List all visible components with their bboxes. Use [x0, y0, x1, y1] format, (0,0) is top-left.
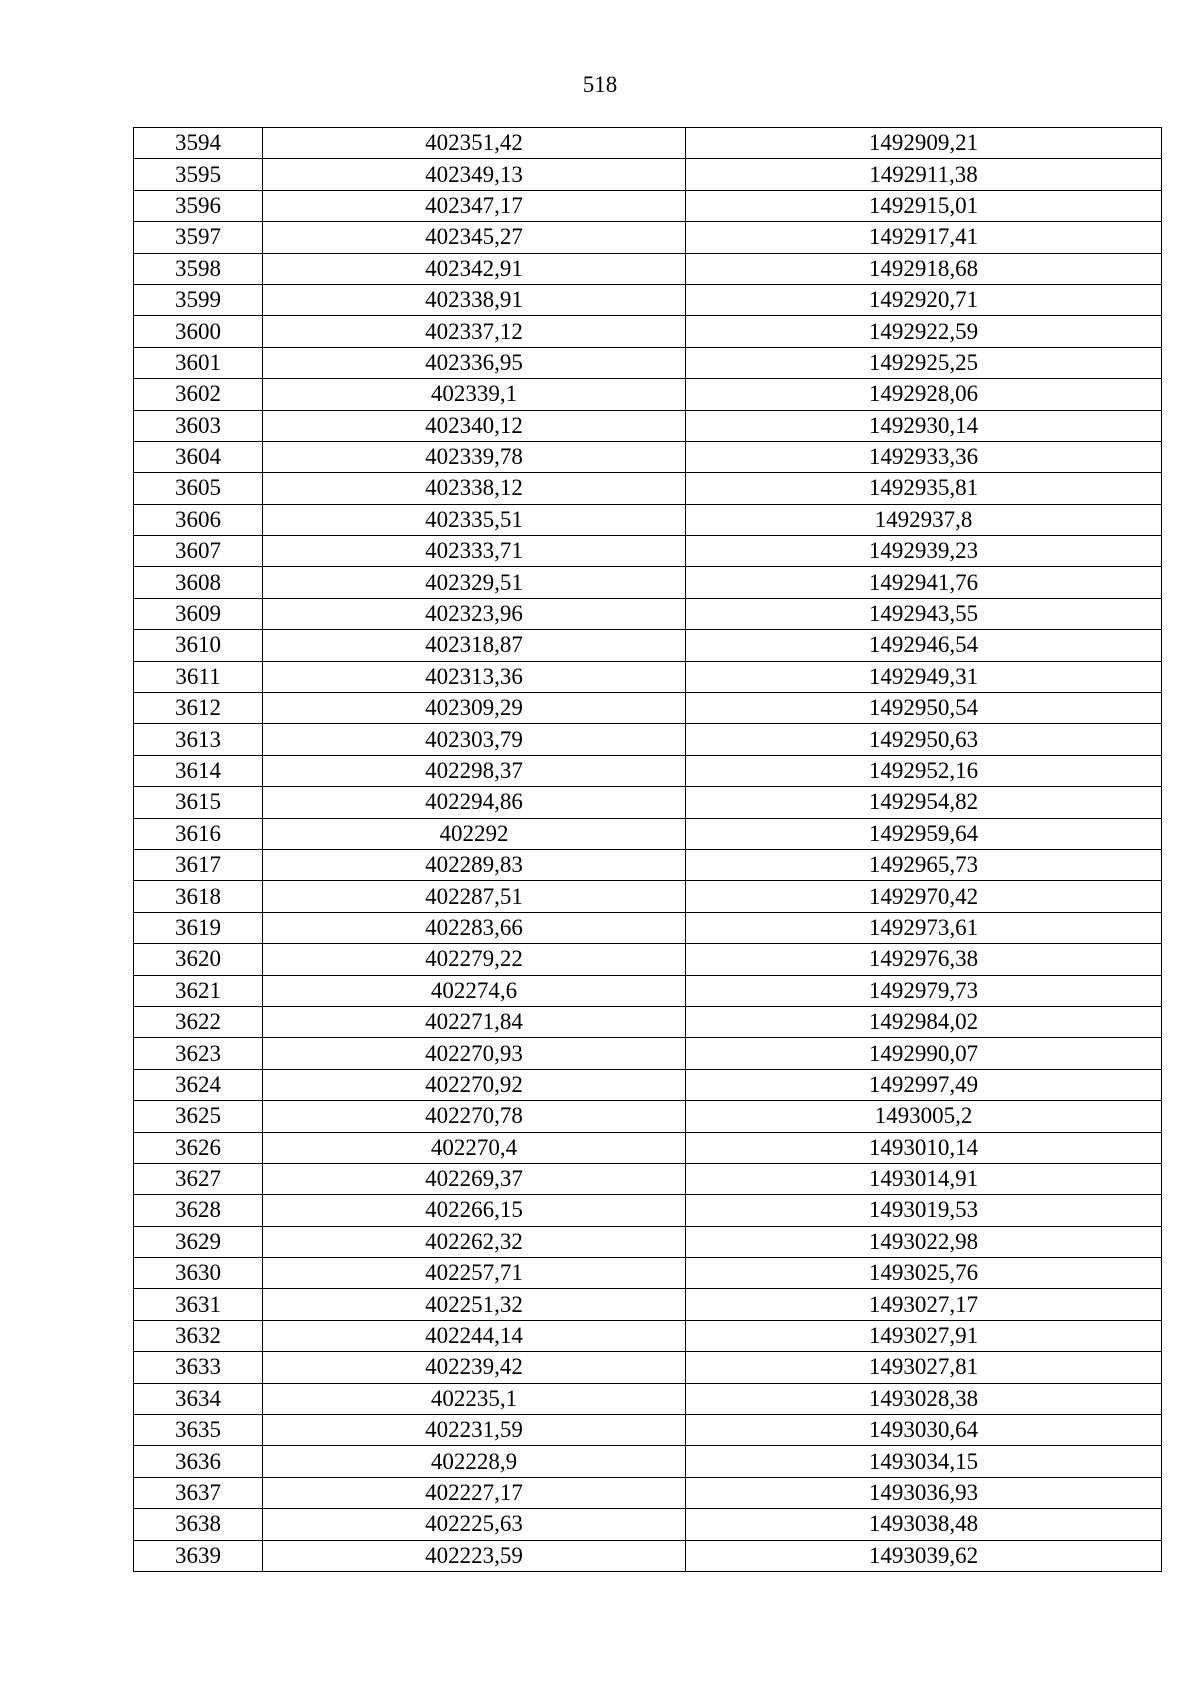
y-coordinate-cell: 1492925,25 [686, 347, 1162, 378]
table-row [134, 347, 1162, 378]
x-coordinate-cell: 402338,91 [263, 284, 686, 315]
y-coordinate-cell: 1492949,31 [686, 661, 1162, 692]
y-coordinate-cell: 1492952,16 [686, 755, 1162, 786]
y-coordinate-cell: 1492937,8 [686, 504, 1162, 535]
table-row [134, 1132, 1162, 1163]
point-number-cell: 3607 [134, 536, 263, 567]
y-coordinate-cell: 1492935,81 [686, 473, 1162, 504]
table-row [134, 630, 1162, 661]
y-coordinate-cell: 1492954,82 [686, 787, 1162, 818]
point-number-cell: 3632 [134, 1320, 263, 1351]
y-coordinate-cell: 1492928,06 [686, 379, 1162, 410]
table-row [134, 253, 1162, 284]
point-number-cell: 3612 [134, 693, 263, 724]
y-coordinate-cell: 1492946,54 [686, 630, 1162, 661]
point-number-cell: 3600 [134, 316, 263, 347]
table-row [134, 661, 1162, 692]
point-number-cell: 3626 [134, 1132, 263, 1163]
x-coordinate-cell: 402244,14 [263, 1320, 686, 1351]
x-coordinate-cell: 402339,78 [263, 441, 686, 472]
y-coordinate-cell: 1493036,93 [686, 1477, 1162, 1508]
x-coordinate-cell: 402270,78 [263, 1101, 686, 1132]
table-row [134, 1163, 1162, 1194]
point-number-cell: 3625 [134, 1101, 263, 1132]
point-number-cell: 3606 [134, 504, 263, 535]
y-coordinate-cell: 1492950,63 [686, 724, 1162, 755]
point-number-cell: 3609 [134, 598, 263, 629]
coordinates-table [133, 127, 1162, 1572]
x-coordinate-cell: 402266,15 [263, 1195, 686, 1226]
table-row [134, 379, 1162, 410]
y-coordinate-cell: 1492973,61 [686, 912, 1162, 943]
table-row [134, 128, 1162, 159]
point-number-cell: 3598 [134, 253, 263, 284]
table-row [134, 1477, 1162, 1508]
table-row [134, 1226, 1162, 1257]
point-number-cell: 3622 [134, 1006, 263, 1037]
table-row [134, 975, 1162, 1006]
point-number-cell: 3634 [134, 1383, 263, 1414]
x-coordinate-cell: 402342,91 [263, 253, 686, 284]
y-coordinate-cell: 1492943,55 [686, 598, 1162, 629]
y-coordinate-cell: 1493027,91 [686, 1320, 1162, 1351]
x-coordinate-cell: 402251,32 [263, 1289, 686, 1320]
point-number-cell: 3608 [134, 567, 263, 598]
x-coordinate-cell: 402298,37 [263, 755, 686, 786]
y-coordinate-cell: 1493039,62 [686, 1540, 1162, 1571]
y-coordinate-cell: 1493019,53 [686, 1195, 1162, 1226]
x-coordinate-cell: 402323,96 [263, 598, 686, 629]
x-coordinate-cell: 402313,36 [263, 661, 686, 692]
x-coordinate-cell: 402270,92 [263, 1069, 686, 1100]
point-number-cell: 3638 [134, 1509, 263, 1540]
y-coordinate-cell: 1492939,23 [686, 536, 1162, 567]
point-number-cell: 3623 [134, 1038, 263, 1069]
point-number-cell: 3610 [134, 630, 263, 661]
table-row [134, 316, 1162, 347]
point-number-cell: 3595 [134, 159, 263, 190]
x-coordinate-cell: 402270,93 [263, 1038, 686, 1069]
x-coordinate-cell: 402223,59 [263, 1540, 686, 1571]
y-coordinate-cell: 1493027,81 [686, 1352, 1162, 1383]
y-coordinate-cell: 1493010,14 [686, 1132, 1162, 1163]
y-coordinate-cell: 1492979,73 [686, 975, 1162, 1006]
y-coordinate-cell: 1492922,59 [686, 316, 1162, 347]
table-row [134, 1069, 1162, 1100]
point-number-cell: 3631 [134, 1289, 263, 1320]
table-row [134, 755, 1162, 786]
x-coordinate-cell: 402225,63 [263, 1509, 686, 1540]
point-number-cell: 3615 [134, 787, 263, 818]
x-coordinate-cell: 402339,1 [263, 379, 686, 410]
point-number-cell: 3639 [134, 1540, 263, 1571]
x-coordinate-cell: 402303,79 [263, 724, 686, 755]
table-row [134, 1509, 1162, 1540]
y-coordinate-cell: 1492970,42 [686, 881, 1162, 912]
point-number-cell: 3630 [134, 1258, 263, 1289]
y-coordinate-cell: 1493027,17 [686, 1289, 1162, 1320]
y-coordinate-cell: 1493038,48 [686, 1509, 1162, 1540]
x-coordinate-cell: 402294,86 [263, 787, 686, 818]
point-number-cell: 3611 [134, 661, 263, 692]
point-number-cell: 3594 [134, 128, 263, 159]
x-coordinate-cell: 402318,87 [263, 630, 686, 661]
table-row [134, 1289, 1162, 1320]
point-number-cell: 3618 [134, 881, 263, 912]
point-number-cell: 3620 [134, 944, 263, 975]
x-coordinate-cell: 402227,17 [263, 1477, 686, 1508]
x-coordinate-cell: 402239,42 [263, 1352, 686, 1383]
x-coordinate-cell: 402309,29 [263, 693, 686, 724]
point-number-cell: 3621 [134, 975, 263, 1006]
y-coordinate-cell: 1492976,38 [686, 944, 1162, 975]
point-number-cell: 3628 [134, 1195, 263, 1226]
y-coordinate-cell: 1493014,91 [686, 1163, 1162, 1194]
table-row [134, 598, 1162, 629]
point-number-cell: 3624 [134, 1069, 263, 1100]
page-number: 518 [582, 72, 618, 97]
x-coordinate-cell: 402270,4 [263, 1132, 686, 1163]
point-number-cell: 3637 [134, 1477, 263, 1508]
x-coordinate-cell: 402271,84 [263, 1006, 686, 1037]
table-row [134, 159, 1162, 190]
table-row [134, 1006, 1162, 1037]
x-coordinate-cell: 402333,71 [263, 536, 686, 567]
point-number-cell: 3614 [134, 755, 263, 786]
table-row [134, 190, 1162, 221]
table-row [134, 1446, 1162, 1477]
point-number-cell: 3602 [134, 379, 263, 410]
y-coordinate-cell: 1492911,38 [686, 159, 1162, 190]
point-number-cell: 3613 [134, 724, 263, 755]
table-row [134, 944, 1162, 975]
x-coordinate-cell: 402351,42 [263, 128, 686, 159]
table-row [134, 693, 1162, 724]
y-coordinate-cell: 1492920,71 [686, 284, 1162, 315]
y-coordinate-cell: 1492915,01 [686, 190, 1162, 221]
x-coordinate-cell: 402347,17 [263, 190, 686, 221]
x-coordinate-cell: 402338,12 [263, 473, 686, 504]
y-coordinate-cell: 1492950,54 [686, 693, 1162, 724]
point-number-cell: 3596 [134, 190, 263, 221]
x-coordinate-cell: 402262,32 [263, 1226, 686, 1257]
y-coordinate-cell: 1493005,2 [686, 1101, 1162, 1132]
x-coordinate-cell: 402335,51 [263, 504, 686, 535]
x-coordinate-cell: 402231,59 [263, 1415, 686, 1446]
point-number-cell: 3635 [134, 1415, 263, 1446]
y-coordinate-cell: 1492930,14 [686, 410, 1162, 441]
x-coordinate-cell: 402283,66 [263, 912, 686, 943]
table-row [134, 881, 1162, 912]
point-number-cell: 3629 [134, 1226, 263, 1257]
table-row [134, 1415, 1162, 1446]
point-number-cell: 3605 [134, 473, 263, 504]
x-coordinate-cell: 402269,37 [263, 1163, 686, 1194]
x-coordinate-cell: 402274,6 [263, 975, 686, 1006]
point-number-cell: 3617 [134, 849, 263, 880]
x-coordinate-cell: 402345,27 [263, 222, 686, 253]
table-row [134, 410, 1162, 441]
y-coordinate-cell: 1492917,41 [686, 222, 1162, 253]
x-coordinate-cell: 402329,51 [263, 567, 686, 598]
table-row [134, 1195, 1162, 1226]
point-number-cell: 3599 [134, 284, 263, 315]
y-coordinate-cell: 1492941,76 [686, 567, 1162, 598]
y-coordinate-cell: 1492909,21 [686, 128, 1162, 159]
x-coordinate-cell: 402279,22 [263, 944, 686, 975]
point-number-cell: 3636 [134, 1446, 263, 1477]
point-number-cell: 3597 [134, 222, 263, 253]
y-coordinate-cell: 1492918,68 [686, 253, 1162, 284]
x-coordinate-cell: 402287,51 [263, 881, 686, 912]
point-number-cell: 3601 [134, 347, 263, 378]
table-row [134, 473, 1162, 504]
y-coordinate-cell: 1492933,36 [686, 441, 1162, 472]
table-row [134, 1101, 1162, 1132]
coordinates-table-body [134, 128, 1162, 1572]
y-coordinate-cell: 1493025,76 [686, 1258, 1162, 1289]
y-coordinate-cell: 1492997,49 [686, 1069, 1162, 1100]
table-row [134, 1540, 1162, 1571]
point-number-cell: 3604 [134, 441, 263, 472]
table-row [134, 1258, 1162, 1289]
table-row [134, 567, 1162, 598]
table-row [134, 1320, 1162, 1351]
point-number-cell: 3619 [134, 912, 263, 943]
x-coordinate-cell: 402289,83 [263, 849, 686, 880]
y-coordinate-cell: 1493022,98 [686, 1226, 1162, 1257]
y-coordinate-cell: 1492965,73 [686, 849, 1162, 880]
table-row [134, 849, 1162, 880]
table-row [134, 1383, 1162, 1414]
table-row [134, 1352, 1162, 1383]
x-coordinate-cell: 402340,12 [263, 410, 686, 441]
table-row [134, 912, 1162, 943]
table-row [134, 787, 1162, 818]
table-row [134, 284, 1162, 315]
y-coordinate-cell: 1492984,02 [686, 1006, 1162, 1037]
y-coordinate-cell: 1493034,15 [686, 1446, 1162, 1477]
x-coordinate-cell: 402336,95 [263, 347, 686, 378]
x-coordinate-cell: 402337,12 [263, 316, 686, 347]
x-coordinate-cell: 402235,1 [263, 1383, 686, 1414]
point-number-cell: 3633 [134, 1352, 263, 1383]
table-row [134, 818, 1162, 849]
table-row [134, 1038, 1162, 1069]
x-coordinate-cell: 402292 [263, 818, 686, 849]
y-coordinate-cell: 1492959,64 [686, 818, 1162, 849]
point-number-cell: 3616 [134, 818, 263, 849]
table-row [134, 536, 1162, 567]
x-coordinate-cell: 402349,13 [263, 159, 686, 190]
y-coordinate-cell: 1493030,64 [686, 1415, 1162, 1446]
table-row [134, 724, 1162, 755]
y-coordinate-cell: 1493028,38 [686, 1383, 1162, 1414]
table-row [134, 441, 1162, 472]
point-number-cell: 3627 [134, 1163, 263, 1194]
table-row [134, 504, 1162, 535]
y-coordinate-cell: 1492990,07 [686, 1038, 1162, 1069]
x-coordinate-cell: 402228,9 [263, 1446, 686, 1477]
x-coordinate-cell: 402257,71 [263, 1258, 686, 1289]
table-row [134, 222, 1162, 253]
point-number-cell: 3603 [134, 410, 263, 441]
